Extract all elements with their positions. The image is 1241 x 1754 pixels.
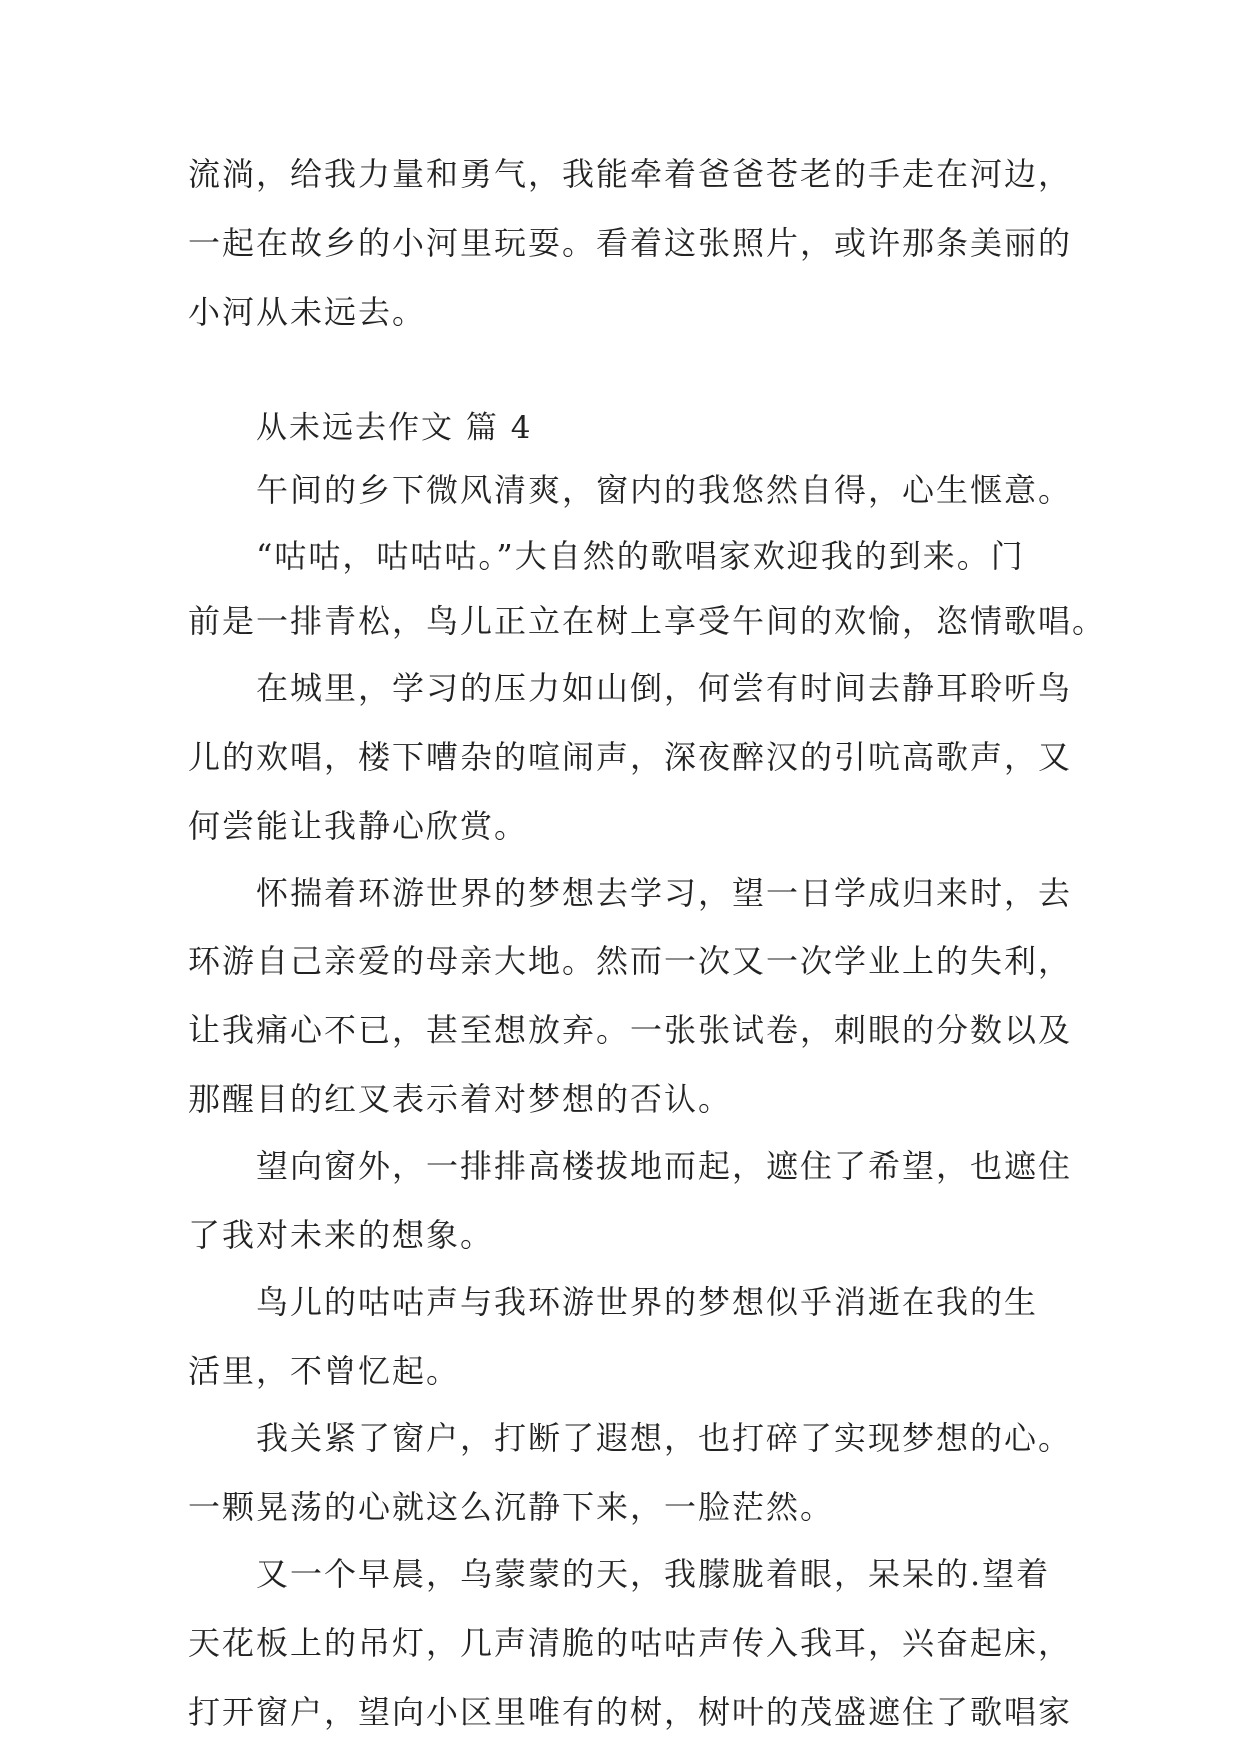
text-line: 了我对未来的想象。 <box>188 1216 495 1254</box>
text-line: 一颗晃荡的心就这么沉静下来，一脸茫然。 <box>188 1488 835 1526</box>
text-line: 望向窗外，一排排高楼拔地而起，遮住了希望，也遮住 <box>256 1147 1073 1185</box>
text-line: 一起在故乡的小河里玩耍。看着这张照片，或许那条美丽的 <box>188 224 1073 262</box>
text-line: 又一个早晨，乌蒙蒙的天，我朦胧着眼，呆呆的.望着 <box>256 1555 1051 1593</box>
text-line: 环游自己亲爱的母亲大地。然而一次又一次学业上的失利， <box>188 942 1073 980</box>
text-line: 怀揣着环游世界的梦想去学习，望一日学成归来时，去 <box>256 874 1073 912</box>
text-line: 午间的乡下微风清爽，窗内的我悠然自得，心生惬意。 <box>256 471 1073 509</box>
text-line: 我关紧了窗户，打断了遐想，也打碎了实现梦想的心。 <box>256 1419 1073 1457</box>
text-line: 儿的欢唱，楼下嘈杂的喧闹声，深夜醉汉的引吭高歌声，又 <box>188 738 1073 776</box>
text-line: 活里，不曾忆起。 <box>188 1352 461 1390</box>
text-line: 流淌，给我力量和勇气，我能牵着爸爸苍老的手走在河边， <box>188 155 1073 193</box>
text-line: 让我痛心不已，甚至想放弃。一张张试卷，刺眼的分数以及 <box>188 1011 1073 1049</box>
text-line: 天花板上的吊灯，几声清脆的咕咕声传入我耳，兴奋起床， <box>188 1624 1073 1662</box>
text-line: 何尝能让我静心欣赏。 <box>188 807 529 845</box>
section-heading: 从未远去作文 篇 4 <box>256 410 533 446</box>
text-line: 前是一排青松，鸟儿正立在树上享受午间的欢愉，恣情歌唱。 <box>188 602 1107 640</box>
text-line: 小河从未远去。 <box>188 293 427 331</box>
text-line: 那醒目的红叉表示着对梦想的否认。 <box>188 1080 733 1118</box>
text-line: 在城里，学习的压力如山倒，何尝有时间去静耳聆听鸟 <box>256 669 1073 707</box>
text-line: “咕咕，咕咕咕。”大自然的歌唱家欢迎我的到来。门 <box>256 537 1025 575</box>
text-line: 打开窗户，望向小区里唯有的树，树叶的茂盛遮住了歌唱家 <box>188 1693 1073 1731</box>
text-line: 鸟儿的咕咕声与我环游世界的梦想似乎消逝在我的生 <box>256 1283 1039 1321</box>
